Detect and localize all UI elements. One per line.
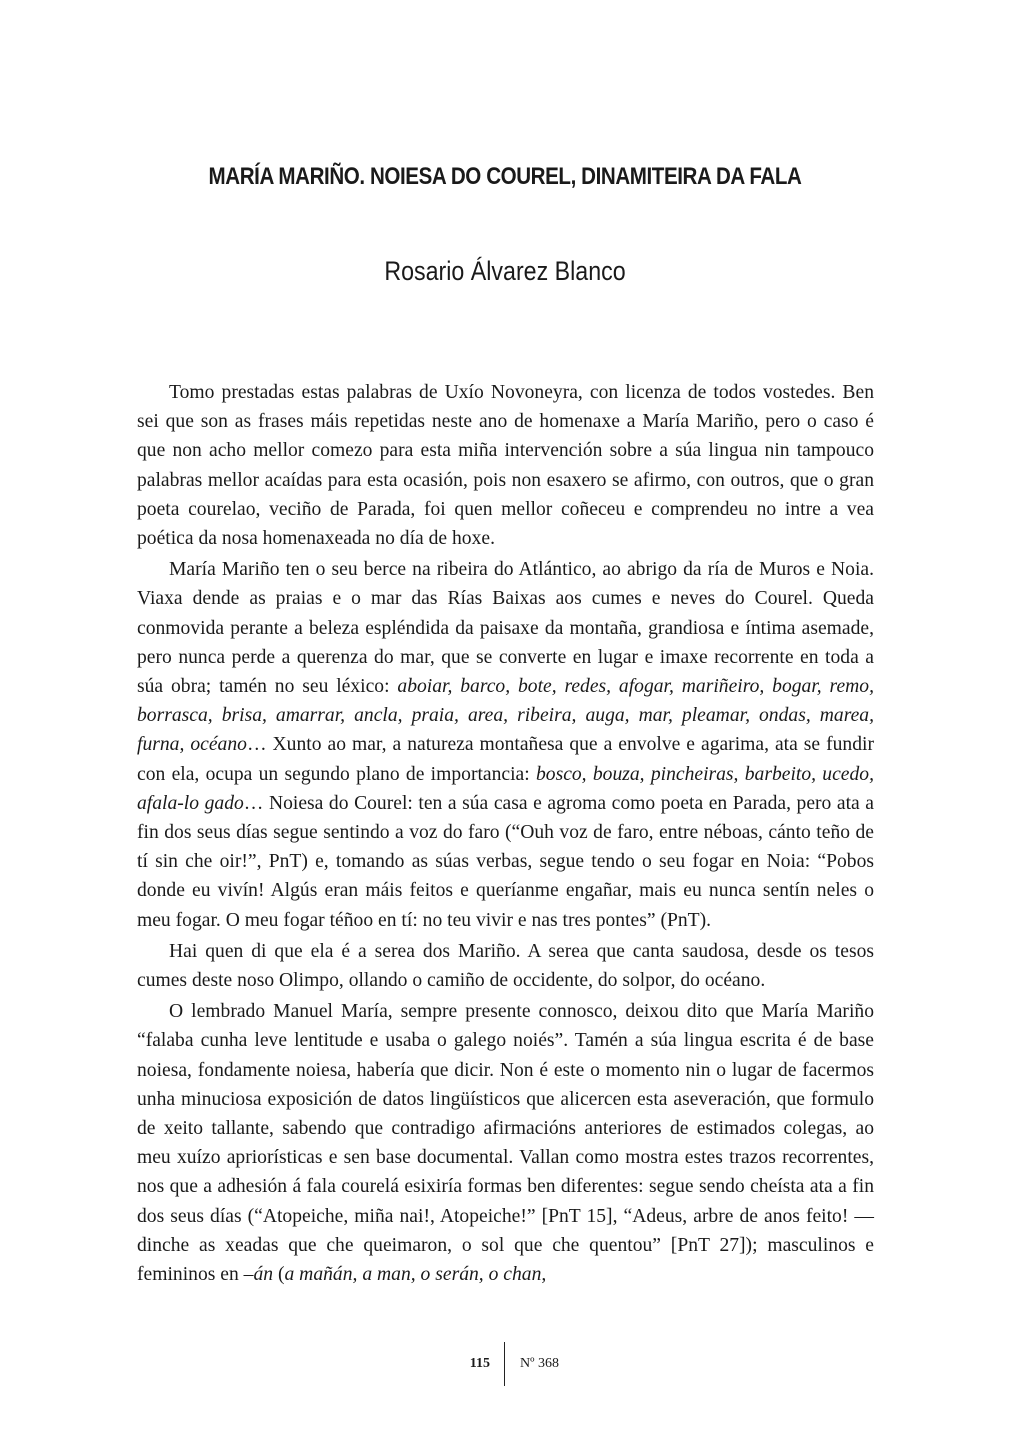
text-run: … Noiesa do Courel: ten a súa casa e agroma como poeta en Parada, pero ata a fin dos seus días segue sentindo a voz do faro (“Ouh voz de faro, entre néboas, cánto teño de tí sin che oir!”, PnT) e, tomando as súas verbas, segue tendo o seu fogar en Noia: “Pobos donde eu vivín! Algús eran máis feitos e queríanme engañar, mais eu nunca sentín neles o meu fogar. O meu fogar téñoo en tí: no teu vivir e nas tres pontes” (PnT).	[137, 792, 874, 931]
issue-number: Nº 368	[520, 1356, 559, 1371]
italic-run: a mañán, a man, o serán, o chan,	[284, 1264, 547, 1286]
text-run: Tomo prestadas estas palabras de Uxío Novoneyra, con licenza de todos vostedes. Ben sei que son as frases máis repetidas neste ano de homenaxe a María Mariño, pero o caso é que non acho mellor comezo para esta miña intervención sobre a súa lingua nin tampouco palabras mellor acaídas para esta ocasión, pois non esaxero se afirmo, con outros, que o gran poeta courelao, veciño de Parada, foi quen mellor coñeceu e comprendeu no intre a vea poética da nosa homenaxeada no día de hoxe.	[137, 382, 874, 550]
article-body	[137, 378, 874, 1291]
text-run: O lembrado Manuel María, sempre presente connosco, deixou dito que María Mariño “falaba cunha leve lentitude e usaba o galego noiés”. Tamén a súa lingua escrita é de base noiesa, fondamente noiesa, habería que dicir. Non é este o momento nin o lugar de facermos unha minuciosa exposición de datos lingüísticos que alicercen esta aseveración, que formulo de xeito tallante, sabendo que contradigo afirmacións anteriores de estimados colegas, ao meu xuízo apriorísticas e sen base documental. Vallan como mostra estes trazos recorrentes, nos que a adhesión á fala courelá esixiría formas ben diferentes: segue sendo cheísta ata a fin dos seus días (“Atopeiche, miña nai!, Atopeiche!” [PnT 15], “Adeus, arbre de anos feito! —dinche as xeadas que che queimaron, o sol que che quentou” [PnT 27]); masculinos e femininos en	[137, 1001, 874, 1286]
body-paragraph	[137, 378, 874, 553]
page-number: 115	[469, 1356, 490, 1371]
italic-run: aboiar, barco, bote, redes, afogar, mariñeiro, bogar, remo, borrasca, brisa, amarrar, ancla, praia, area, ribeira, auga, mar, pleamar, ondas, marea, furna, océano	[137, 676, 874, 756]
footer-divider	[504, 1342, 505, 1386]
italic-run: –án	[243, 1264, 274, 1286]
text-run: Hai quen di que ela é a serea dos Mariño. A serea que canta saudosa, desde os tesos cumes deste noso Olimpo, ollando o camiño de occidente, do solpor, do océano.	[137, 940, 874, 992]
text-run: … Xunto ao mar, a natureza montañesa que a envolve e agarima, ata se fundir con ela, ocupa un segundo plano de importancia:	[137, 734, 874, 785]
text-run: (	[273, 1264, 285, 1286]
text-run: María Mariño ten o seu berce na ribeira do Atlántico, ao abrigo da ría de Muros e Noia. Viaxa dende as praias e o mar das Rías Baixas aos cumes e neves do Courel. Queda conmovida perante a beleza espléndida da paisaxe da montaña, grandiosa e íntima asemade, pero nunca perde a querenza do mar, que se converte en lugar e imaxe recorrente en toda a súa obra; tamén no seu léxico:	[137, 559, 874, 698]
article-title: MARÍA MARIÑO. NOIESA DO COUREL, DINAMITEIRA DA FALA	[208, 163, 802, 190]
body-paragraph	[137, 997, 874, 1289]
body-paragraph	[137, 555, 874, 935]
body-paragraph	[137, 937, 874, 995]
article-author: Rosario Álvarez Blanco	[384, 256, 626, 286]
italic-run: bosco, bouza, pincheiras, barbeito, ucedo, afala-lo gado	[137, 763, 874, 814]
page-footer	[0, 1342, 1010, 1388]
